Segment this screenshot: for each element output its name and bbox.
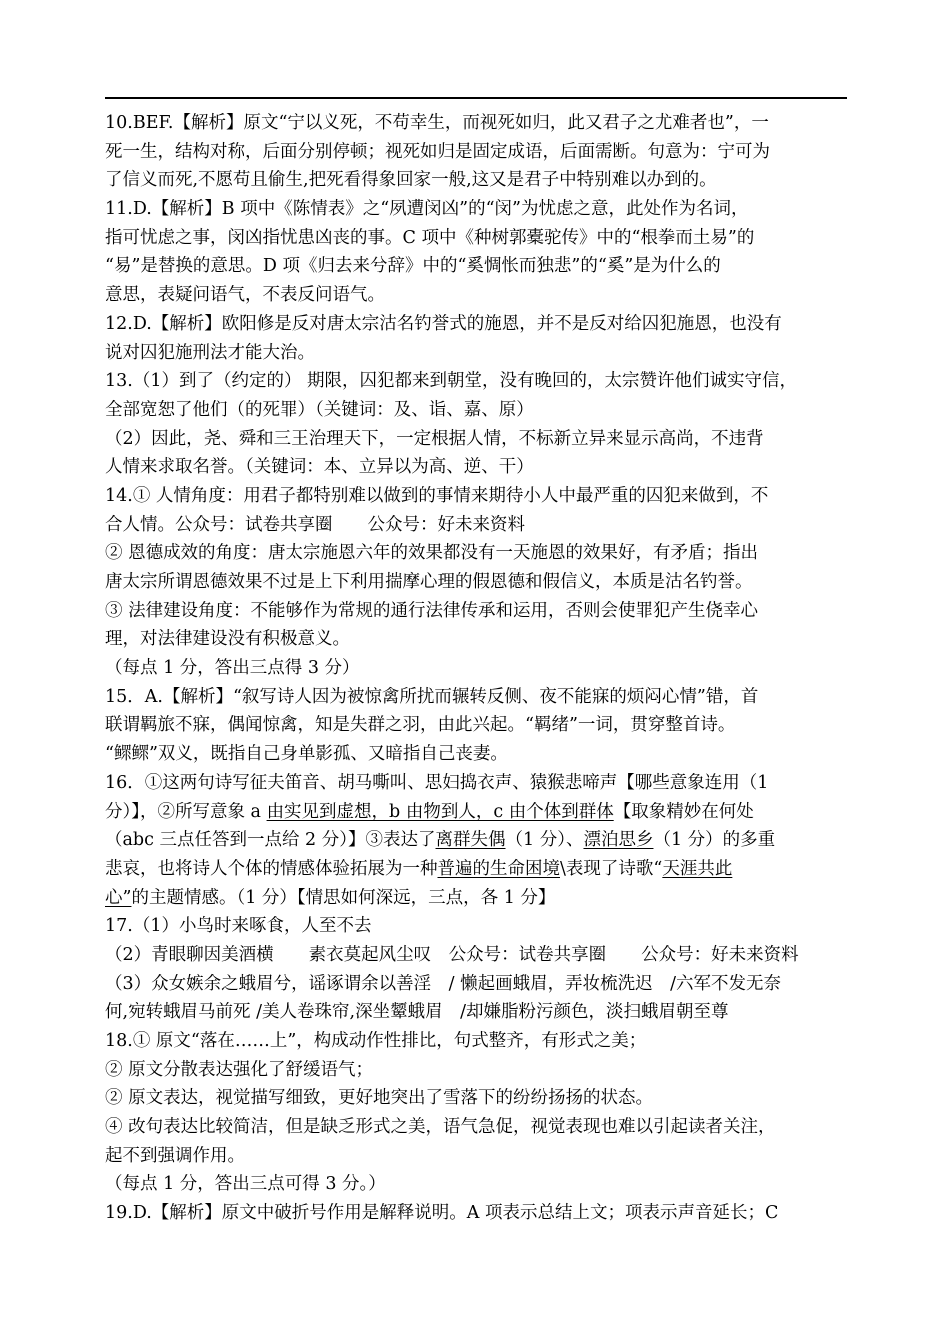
text-run: ③ 法律建设角度：不能够作为常规的通行法律传承和运用，否则会使罪犯产生侥幸心 bbox=[105, 600, 759, 621]
text-run: ② 原文分散表达强化了舒缓语气； bbox=[105, 1059, 374, 1080]
text-run: 10.BEF.【解析】原文“宁以义死，不苟幸生，而视死如归，此又君子之尤难者也”，一 bbox=[105, 113, 769, 133]
answer-line bbox=[105, 1113, 847, 1142]
text-run: （每点 1 分，答出三点可得 3 分。） bbox=[105, 1174, 386, 1195]
answer-block-a19 bbox=[105, 1199, 847, 1228]
text-run: （每点 1 分，答出三点得 3 分） bbox=[105, 658, 360, 679]
answer-line bbox=[105, 224, 847, 253]
text-run: 说对囚犯施刑法才能大治。 bbox=[105, 342, 315, 363]
text-run: 起不到强调作用。 bbox=[105, 1145, 245, 1166]
text-run: （1 分）的多重 bbox=[653, 830, 776, 851]
answer-line bbox=[105, 970, 847, 999]
answer-block-a11 bbox=[105, 195, 847, 310]
answer-block-a13 bbox=[105, 367, 847, 482]
answer-line bbox=[105, 1199, 847, 1228]
underlined-text: 由实见到虚想，b 由物到人，c 由个体到群体 bbox=[266, 801, 614, 822]
answer-line bbox=[105, 339, 847, 368]
text-run: （2）因此，尧、舜和三王治理天下，一定根据人情，不标新立异来显示高尚，不违背 bbox=[105, 428, 764, 449]
answer-line bbox=[105, 511, 847, 540]
text-run: ② 恩德成效的角度：唐太宗施恩六年的效果都没有一天施恩的效果好，有矛盾；指出 bbox=[105, 543, 759, 564]
header-rule bbox=[105, 97, 847, 99]
text-run: 合人情。公众号：试卷共享圈 公众号：好未来资料 bbox=[105, 514, 525, 535]
underlined-text: 普遍的生命困境 bbox=[437, 858, 560, 879]
underlined-text: 天涯共此 bbox=[662, 858, 733, 879]
text-run: 何,宛转蛾眉马前死 /美人卷珠帘,深坐颦蛾眉 /却嫌脂粉污颜色，淡扫蛾眉朝至尊 bbox=[105, 1002, 729, 1023]
text-run: 的主题情感。（1 分）【情思如何深远，三点，各 1 分】 bbox=[131, 887, 556, 908]
answer-block-a18 bbox=[105, 1027, 847, 1199]
answer-line bbox=[105, 1084, 847, 1113]
underlined-text: 漂泊思乡 bbox=[583, 830, 654, 851]
text-run: 了信义而死,不愿苟且偷生,把死看得象回家一般,这又是君子中特别难以办到的。 bbox=[105, 170, 717, 191]
text-run: 悲哀，也将诗人个体的情感体验拓展为一种 bbox=[105, 858, 438, 879]
answer-line bbox=[105, 539, 847, 568]
answer-line bbox=[105, 826, 847, 855]
answer-line bbox=[105, 597, 847, 626]
answer-line bbox=[105, 281, 847, 310]
text-run: 全部宽恕了他们（的死罪）（关键词：及、诣、嘉、原） bbox=[105, 399, 534, 420]
text-run: 19.D.【解析】原文中破折号作用是解释说明。A 项表示总结上文；项表示声音延长；C bbox=[105, 1203, 779, 1224]
underlined-text: 心” bbox=[105, 887, 132, 908]
answer-block-a10 bbox=[105, 109, 847, 195]
text-run: \表现了诗歌“ bbox=[560, 858, 663, 879]
answer-line bbox=[105, 568, 847, 597]
answer-line bbox=[105, 195, 847, 224]
text-run: 16．①这两句诗写征夫笛音、胡马嘶叫、思妇捣衣声、猿猴悲啼声【哪些意象连用（1 bbox=[105, 772, 769, 793]
answer-line bbox=[105, 711, 847, 740]
answer-line bbox=[105, 482, 847, 511]
text-run: 12.D.【解析】欧阳修是反对唐太宗沽名钓誉式的施恩，并不是反对给囚犯施恩，也没有 bbox=[105, 313, 782, 334]
answer-block-a16 bbox=[105, 769, 847, 912]
answer-block-a12 bbox=[105, 310, 847, 367]
answer-block-a14 bbox=[105, 482, 847, 683]
answer-block-a15 bbox=[105, 683, 847, 769]
answer-line bbox=[105, 138, 847, 167]
answer-line bbox=[105, 683, 847, 712]
text-run: （2）青眼聊因美酒横 素衣莫起风尘叹 公众号：试卷共享圈 公众号：好未来资料 bbox=[105, 944, 799, 965]
text-run: 唐太宗所谓恩德效果不过是上下利用揣摩心理的假恩德和假信义，本质是沽名钓誉。 bbox=[105, 572, 753, 592]
text-run: 意思，表疑问语气，不表反问语气。 bbox=[105, 285, 385, 306]
text-run: 指可忧虑之事，闵凶指忧患凶丧的事。C 项中《种树郭橐驼传》中的“根拳而土易”的 bbox=[105, 227, 755, 248]
answer-block-a17 bbox=[105, 912, 847, 1027]
answer-line bbox=[105, 252, 847, 281]
answer-line bbox=[105, 425, 847, 454]
answer-line bbox=[105, 769, 847, 798]
answer-line bbox=[105, 166, 847, 195]
text-run: 11.D.【解析】B 项中《陈情表》之“夙遭闵凶”的“闵”为忧虑之意，此处作为名词， bbox=[105, 199, 749, 220]
answer-line bbox=[105, 310, 847, 339]
answer-line bbox=[105, 367, 847, 396]
text-run: 14.① 人情角度：用君子都特别难以做到的事情来期待小人中最严重的囚犯来做到，不 bbox=[105, 485, 769, 506]
answer-line bbox=[105, 855, 847, 884]
text-run: ② 原文表达，视觉描写细致，更好地突出了雪落下的纷纷扬扬的状态。 bbox=[105, 1088, 654, 1109]
answer-line bbox=[105, 884, 847, 913]
text-run: “易”是替换的意思。D 项《归去来兮辞》中的“奚惆怅而独悲”的“奚”是为什么的 bbox=[105, 256, 721, 277]
text-run: 18.① 原文“落在……上”，构成动作性排比，句式整齐，有形式之美； bbox=[105, 1031, 647, 1051]
answer-line bbox=[105, 798, 847, 827]
answer-line bbox=[105, 453, 847, 482]
text-run: 15．A.【解析】“叙写诗人因为被惊禽所扰而辗转反侧、夜不能寐的烦闷心情”错，首 bbox=[105, 686, 759, 707]
text-run: 死一生，结构对称，后面分别停顿；视死如归是固定成语，后面需断。句意为：宁可为 bbox=[105, 141, 770, 162]
text-run: 人情来求取名誉。（关键词：本、立异以为高、逆、干） bbox=[105, 457, 534, 478]
answer-line bbox=[105, 1142, 847, 1171]
text-run: 13.（1）到了（约定的） 期限，囚犯都来到朝堂，没有晚回的，太宗赞许他们诚实守信， bbox=[105, 371, 798, 392]
text-run: “鳏鳏”双义，既指自己身单影孤、又暗指自己丧妻。 bbox=[105, 744, 508, 765]
text-run: 分）】，②所写意象 a bbox=[105, 801, 267, 822]
answer-line bbox=[105, 1170, 847, 1199]
answer-line bbox=[105, 1027, 847, 1056]
text-run: ④ 改句表达比较简洁，但是缺乏形式之美，语气急促，视觉表现也难以引起读者关注， bbox=[105, 1117, 776, 1138]
text-run: （1 分）、 bbox=[505, 830, 584, 851]
answer-line bbox=[105, 109, 847, 138]
text-run: 联谓羁旅不寐，偶闻惊禽，知是失群之羽，由此兴起。“羁绪”一词，贯穿整首诗。 bbox=[105, 715, 736, 736]
answer-line bbox=[105, 1056, 847, 1085]
answer-line bbox=[105, 654, 847, 683]
answer-line bbox=[105, 912, 847, 941]
text-run: 【取象精妙在何处 bbox=[613, 801, 754, 822]
answer-line bbox=[105, 941, 847, 970]
text-run: 理，对法律建设没有积极意义。 bbox=[105, 629, 350, 650]
answer-line bbox=[105, 396, 847, 425]
answer-key-body bbox=[105, 109, 847, 1228]
underlined-text: 离群失偶 bbox=[435, 830, 506, 851]
text-run: 17.（1）小鸟时来啄食，人至不去 bbox=[105, 916, 372, 937]
answer-line bbox=[105, 625, 847, 654]
answer-line bbox=[105, 998, 847, 1027]
text-run: （3）众女嫉余之蛾眉兮，谣诼谓余以善淫 / 懒起画蛾眉，弄妆梳洗迟 /六军不发无奈 bbox=[105, 973, 781, 994]
text-run: （abc 三点任答到一点给 2 分）】③表达了 bbox=[105, 830, 436, 851]
answer-line bbox=[105, 740, 847, 769]
